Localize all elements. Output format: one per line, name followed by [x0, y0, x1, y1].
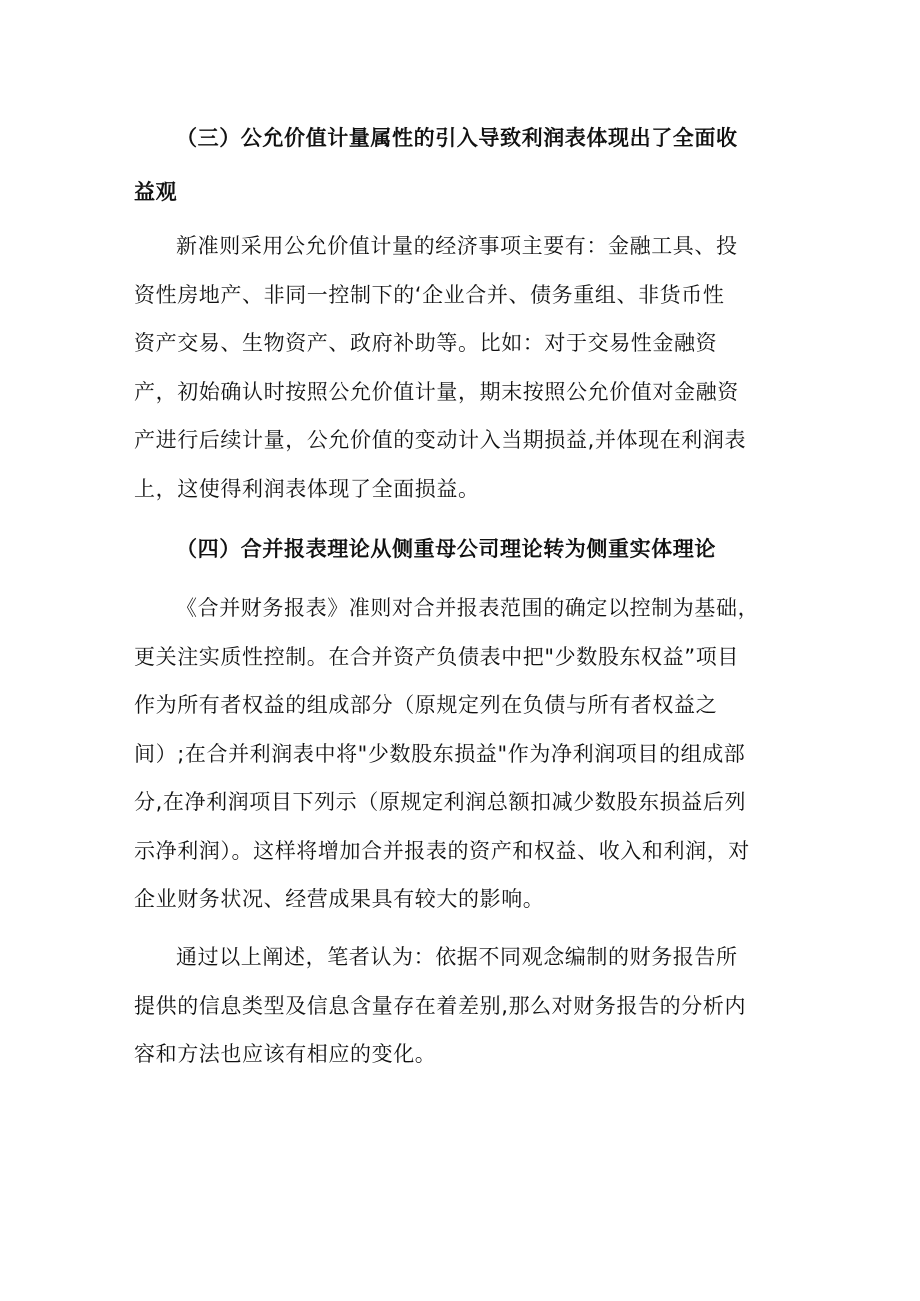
heading-line: （三）公允价值计量属性的引入导致利润表体现出了全面收 — [176, 126, 738, 150]
conclusion-paragraph — [134, 933, 798, 1079]
paragraph-line: 产进行后续计量，公允价值的变动计入当期损益,并体现在利润表 — [134, 428, 747, 452]
paragraph-line: 容和方法也应该有相应的变化。 — [134, 1042, 437, 1066]
section-heading-4 — [134, 522, 798, 576]
paragraph-line: 通过以上阐述，笔者认为：依据不同观念编制的财务报告所 — [176, 945, 738, 969]
paragraph-line: 资性房地产、非同一控制下的‘企业合并、债务重组、非货币性 — [134, 282, 725, 307]
paragraph-line: 提供的信息类型及信息含量存在着差别,那么对财务报告的分析内 — [134, 993, 747, 1018]
heading-line: 益观 — [134, 180, 178, 204]
paragraph-line: 间）;在合并利润表中将"少数股东损益"作为净利润项目的组成部 — [134, 741, 746, 766]
paragraph-line: 示净利润）。这样将增加合并报表的资产和权益、收入和利润，对 — [134, 838, 750, 863]
paragraph-line: 新准则采用公允价值计量的经济事项主要有：金融工具、投 — [176, 234, 738, 258]
heading-line: （四）合并报表理论从侧重母公司理论转为侧重实体理论 — [176, 537, 716, 561]
paragraph-line: 作为所有者权益的组成部分（原规定列在负债与所有者权益之 — [134, 693, 718, 717]
paragraph-line: 资产交易、生物资产、政府补助等。比如：对于交易性金融资 — [134, 331, 718, 355]
paragraph-line: 分,在净利润项目下列示（原规定利润总额扣减少数股东损益后列 — [134, 790, 747, 814]
paragraph-line: 产，初始确认时按照公允价值计量，期末按照公允价值对金融资 — [134, 379, 739, 404]
section-heading-3 — [134, 111, 798, 219]
paragraph-line: 《合并财务报表》准则对合并报表范围的确定以控制为基础， — [176, 596, 760, 620]
body-paragraph — [134, 222, 798, 513]
paragraph-line: 更关注实质性控制。在合并资产负债表中把"少数股东权益”项目 — [134, 644, 739, 669]
paragraph-line: 企业财务状况、经营成果具有较大的影响。 — [134, 887, 545, 911]
body-paragraph — [134, 584, 798, 924]
paragraph-line: 上，这使得利润表体现了全面损益。 — [134, 476, 480, 501]
